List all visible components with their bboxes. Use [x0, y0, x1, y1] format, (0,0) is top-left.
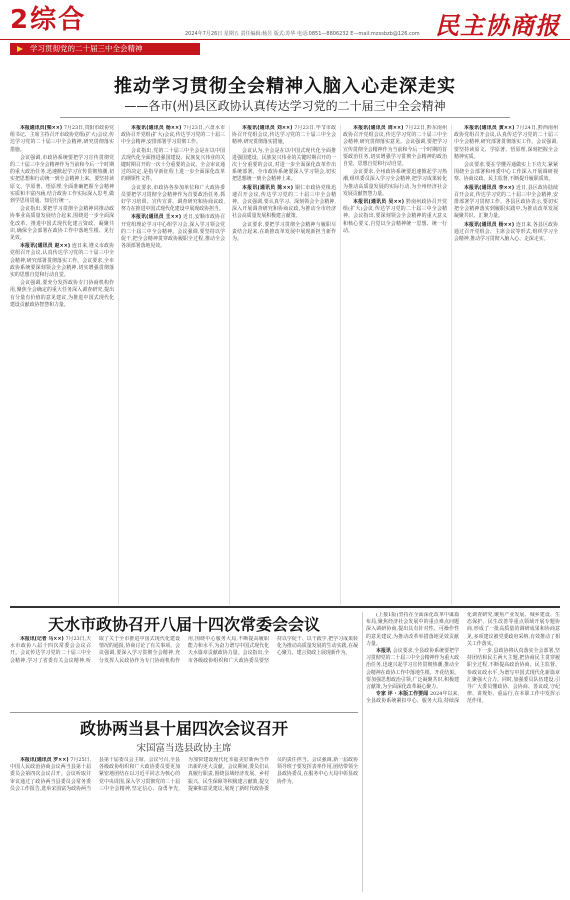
paragraph	[467, 648, 560, 706]
column-divider	[362, 612, 363, 892]
paragraph	[10, 243, 114, 279]
paragraph-text: 会议指出,要把学习贯彻全会精神同推动政协事业高质量发展结合起来,围绕进一步全面深化改革、推进中国式现代化建言资政、凝聚共识,确保全会部署在政协工作中落地生根、见行见效。	[10, 206, 114, 242]
paragraph-text: 会议强调,市政协系统要把学习宣传贯彻党的二十届三中全会精神作为当前和今后一个时期的重大政治任务,迅速掀起学习宣传贯彻热潮,切实把思想和行动统一到全会精神上来。要坚持读原文、学原著、悟原理,全面准确把握全会精神实质和丰富内涵,结合政协工作实际深入思考,做到学思用贯通、知信行统一。	[10, 154, 114, 205]
dateline: 本报讯(通讯员 杨××)	[464, 221, 516, 228]
paragraph	[10, 125, 114, 154]
paragraph	[10, 280, 114, 309]
banner-label: 学习贯彻党的二十届三中全会精神	[30, 44, 143, 53]
paragraph	[10, 155, 114, 205]
dateline: 本报通讯员(梁××)	[20, 125, 64, 131]
story3-headline: 政协两当县十届四次会议召开	[79, 719, 288, 738]
dateline: 本报讯(通讯员 周××)	[353, 125, 406, 131]
paragraph-text: (上接1版)坚持在全面深化改革中谋篇布局,聚焦经济社会发展中的重点难点问题深入调研协商,提出具有针对性、可操作性的意见建议,为推动改革举措落地见效贡献力量。	[366, 612, 459, 647]
paragraph	[10, 757, 358, 793]
paragraph-text: 近日,县区政协陆续召开会议,传达学习党的二十届三中全会精神,安排部署学习贯彻工作。各县区政协表示,要切实把全会精神落实到履职实践中,为推动改革发展凝聚共识、汇聚力量。	[454, 184, 558, 220]
paragraph-text: 会议要求,要把学习贯彻全会精神与履职尽责结合起来,在助推改革发展中展现新担当新作为。	[232, 221, 336, 243]
story3-body	[10, 757, 358, 890]
column-divider	[451, 125, 452, 605]
dateline: 本报讯(通讯员 罗××)	[20, 757, 71, 763]
lead-column-4	[343, 125, 447, 605]
paragraph-text: 会议要求,全州政协系统要迅速掀起学习热潮,组织委员深入学习全会精神,把学习成果转化为推动高质量发展的实际行动,为全州经济社会发展贡献智慧力量。	[343, 169, 447, 197]
paragraph	[454, 125, 558, 161]
paragraph	[232, 185, 336, 221]
divider	[60, 117, 510, 118]
paragraph	[121, 148, 225, 184]
lead-column-3	[232, 125, 336, 605]
lead-column-5	[454, 125, 558, 605]
lead-column-2	[121, 125, 225, 605]
paragraph	[121, 125, 225, 147]
paragraph	[454, 185, 558, 221]
lead-columns	[10, 125, 560, 605]
dateline: 专家 评 · 本版工作要闻	[376, 691, 430, 698]
divider	[10, 712, 358, 713]
paragraph	[232, 125, 336, 147]
dateline: 本报讯(通讯员 陈××)	[242, 184, 295, 191]
section-name: 综合	[30, 5, 87, 35]
paragraph	[10, 206, 114, 242]
paragraph-text: 连日来,各县区政协通过召开党组会、主席会议等形式,组织学习全会精神,推动学习贯彻入脑入心、走深走实。	[454, 221, 558, 243]
paragraph-text: 会议指出,党的二十届三中全会是在以中国式现代化全面推进强国建设、民族复兴伟业的关键时期召开的一次十分重要的会议。全会审议通过的决定,是指导新征程上进一步全面深化改革的纲领性文件。	[121, 147, 225, 183]
section-divider	[10, 606, 560, 608]
paragraph-text: 会议要求,要在学懂弄通做实上下功夫,紧紧围绕全会部署和州委中心工作深入开展调研视察、协商议政、民主监督,不断提升履职质效。	[454, 162, 558, 183]
right-column-body	[366, 612, 560, 890]
newspaper-brand: 民主协商报	[435, 11, 560, 40]
lead-headline: 推动学习贯彻全会精神入脑入心走深走实	[114, 76, 456, 97]
paragraph	[121, 214, 225, 250]
lead-subheadline: ——各市(州)县区政协认真传达学习党的二十届三中全会精神	[124, 99, 446, 113]
dateline: 本报讯(通讯员 赵××)	[20, 243, 72, 250]
lead-column-1	[10, 125, 114, 605]
masthead	[0, 0, 570, 40]
paragraph	[454, 222, 558, 244]
paragraph-text: 7月22日,黔东南州政协召开党组会议,传达学习党的二十届三中全会精神,研究贯彻落实意见。会议强调,要把学习宣传贯彻全会精神作为当前和今后一个时期的首要政治任务,切实增强学习贯彻全会精神的政治自觉、思想自觉和行动自觉。	[343, 125, 447, 168]
paragraph-text: 连日来,遵义市政协党组召开会议,认真传达学习党的二十届三中全会精神,研究部署贯彻落实工作。会议要求,全市政协系统要深刻领会全会精神,切实增强贯彻落实的思想自觉和行动自觉。	[10, 243, 114, 279]
paragraph-text: 会议认为,全会是在以中国式现代化全面推进强国建设、民族复兴伟业的关键时期召开的一次十分重要的会议,对进一步全面深化改革作出系统部署。全市政协系统要深入学习领会,切实把思想统一到全会精神上来。	[232, 147, 336, 183]
dateline: 本报讯(通讯员 吴××)	[353, 199, 406, 206]
paragraph-text: 7月23日,贵阳市政协党组书记、主席主持召开市政协党组(扩大)会议,传达学习党的二十届三中全会精神,研究贯彻落实措施。	[10, 125, 114, 153]
paragraph-text: 铜仁市政协党组迅速召开会议,传达学习党的二十届三中全会精神。会议强调,要认真学习、深刻领会全会精神,深入开展调查研究和协商议政,为推动全市经济社会高质量发展积极建言献策。	[232, 184, 336, 220]
dateline: 本报讯	[376, 648, 393, 655]
issue-meta: 2024年7月26日 星期五 责任编辑:杨昱 版式:苏华 电话:0851—8806232 E—mail:mzxsbzb@126.com	[185, 31, 420, 37]
column-divider	[340, 125, 341, 605]
paragraph-text: 7月24日,黔西南州政协党组召开会议,认真传达学习党的二十届三中全会精神,研究部署贯彻落实工作。会议强调,要坚持读原文、学原著、悟原理,深刻把握全会精神实质。	[454, 125, 558, 160]
column-divider	[118, 125, 119, 605]
triangle-icon	[17, 46, 23, 52]
dateline: 本报讯(通讯员 黄××)	[464, 125, 517, 131]
paragraph	[343, 169, 447, 198]
paragraph-text: 7月25日,中国人民政治协商会议两当县第十届委员会第四次会议召开。会议听取并审议通过了政协两当县委员会常务委员会工作报告,选举宋国富为政协两当县第十届委员会主席。会议号召,全县各级政协组织和广大政协委员要更加紧密地团结在以习近平同志为核心的党中央周围,深入学习贯彻党的二十届三中全会精神,坚定信心、奋勇争先,为加快建设现代化幸福美好新两当作出新的更大贡献。会议期间,委员们认真履行职责,围绕县域经济发展、乡村振兴、民生保障等积极建言献策,提交提案和意见建议,展现了新时代政协委员的责任担当。会议强调,新一届政协领导班子要发挥表率作用,团结带领全县政协委员,在服务中心大局中彰显政协作为。	[10, 757, 358, 792]
paragraph	[454, 162, 558, 184]
paragraph-text: 7月23日,天水市政协八届十四次常委会会议召开。会议传达学习党的二十届三中全会精神,学习了省委有关会议精神,听取了关于全市推进中国式现代化建设情况的通报,协商讨论了有关事项。会议强调,要深入学习贯彻全会精神,充分发挥人民政协作为专门协商机构作用,围绕中心服务大局,不断提高履职能力和水平,为奋力谱写中国式现代化天水篇章贡献政协力量。会议指出,全市各级政协组织和广大政协委员要坚持以学促干、以干践学,把学习成果转化为推动高质量发展的生动实践,在凝心聚力、建言资政上展现新作为。	[10, 636, 358, 664]
paragraph	[366, 612, 459, 648]
paragraph-text: 近日,安顺市政协召开党组理论学习中心组学习会,深入学习领会党的二十届三中全会精神。会议强调,要坚持以学促干,把全会精神贯穿政协履职全过程,推动全会各项部署落地见效。	[121, 214, 225, 250]
paragraph	[343, 125, 447, 168]
dateline: 本报讯(通讯员 王××)	[131, 214, 183, 221]
paragraph	[232, 148, 336, 184]
paragraph-text: 下一步,县政协将认真落实全会部署,坚持团结和民主两大主题,把协商民主贯穿履职全过程,不断提高政治协商、民主监督、参政议政水平,为谱写中国式现代化新篇章汇聚强大合力。同时,加强委员队伍建设,引导广大委员懂政协、会协商、善议政,守纪律、讲规矩、重品行,在本职工作中发挥示范作用。	[467, 648, 560, 705]
dateline: 本报讯(通讯员 李××)	[464, 184, 516, 191]
paragraph	[343, 199, 447, 235]
dateline: 本报讯(记者 马××)	[20, 636, 66, 642]
section-banner	[10, 43, 200, 55]
paragraph-text: 2024年以来,全县政协系统紧扣中心、服务大局,持续深化调查研究,聚焦产业发展、城乡建设、生态保护、民生改善等重点领域开展专题协商,形成了一批高质量的调研成果和协商意见,多项建议被党委政府采纳,有效推动了相关工作落实。	[366, 612, 560, 705]
story2-headline: 天水市政协召开八届十四次常委会会议	[47, 615, 320, 634]
paragraph-text: 黔南州政协召开党组(扩大)会议,传达学习党的二十届三中全会精神。会议指出,要深刻领会全会精神的重大意义和核心要义,自觉以全会精神统一思想、统一行动。	[343, 199, 447, 234]
story2-body	[10, 636, 358, 706]
paragraph	[10, 636, 358, 665]
paragraph-text: 7月23日,毕节市政协召开党组会议,传达学习党的二十届三中全会精神,研究贯彻落实措施。	[232, 125, 336, 146]
paragraph	[366, 648, 459, 691]
story3-subheadline: 宋国富当选县政协主席	[136, 743, 232, 754]
page-number-section	[10, 5, 86, 35]
paragraph	[232, 222, 336, 244]
column-divider	[229, 125, 230, 605]
dateline: 本报讯(通讯员 刘××)	[242, 125, 295, 131]
dateline: 本报讯(通讯员 杨××)	[131, 125, 184, 131]
paragraph-text: 会议要求,全县政协系统要把学习贯彻党的二十届三中全会精神作为重大政治任务,迅速兴起学习宣传贯彻热潮,推动全会精神在政协工作中落地生根、开花结果。要加强思想政治引领,广泛凝聚共识,积极建言献策,为全面深化改革凝心聚力。	[366, 648, 460, 691]
paragraph-text: 会议强调,要充分发挥政协专门协商机构作用,聚焦全会确定的重大任务深入调查研究,提出有分量有价值的意见建议,为推进中国式现代化建设贡献政协智慧和力量。	[10, 280, 114, 308]
paragraph-text: 7月23日,六盘水市政协召开党组(扩大)会议,传达学习党的二十届三中全会精神,安排部署学习贯彻工作。	[121, 125, 225, 146]
paragraph	[121, 185, 225, 214]
page-number: 2	[10, 5, 31, 35]
paragraph-text: 会议要求,市政协各参加单位和广大政协委员要把学习贯彻全会精神作为首要政治任务,抓好学习培训、宣传宣讲、调查研究和协商议政,努力在推进中国式现代化建设中展现政协担当。	[121, 184, 225, 213]
